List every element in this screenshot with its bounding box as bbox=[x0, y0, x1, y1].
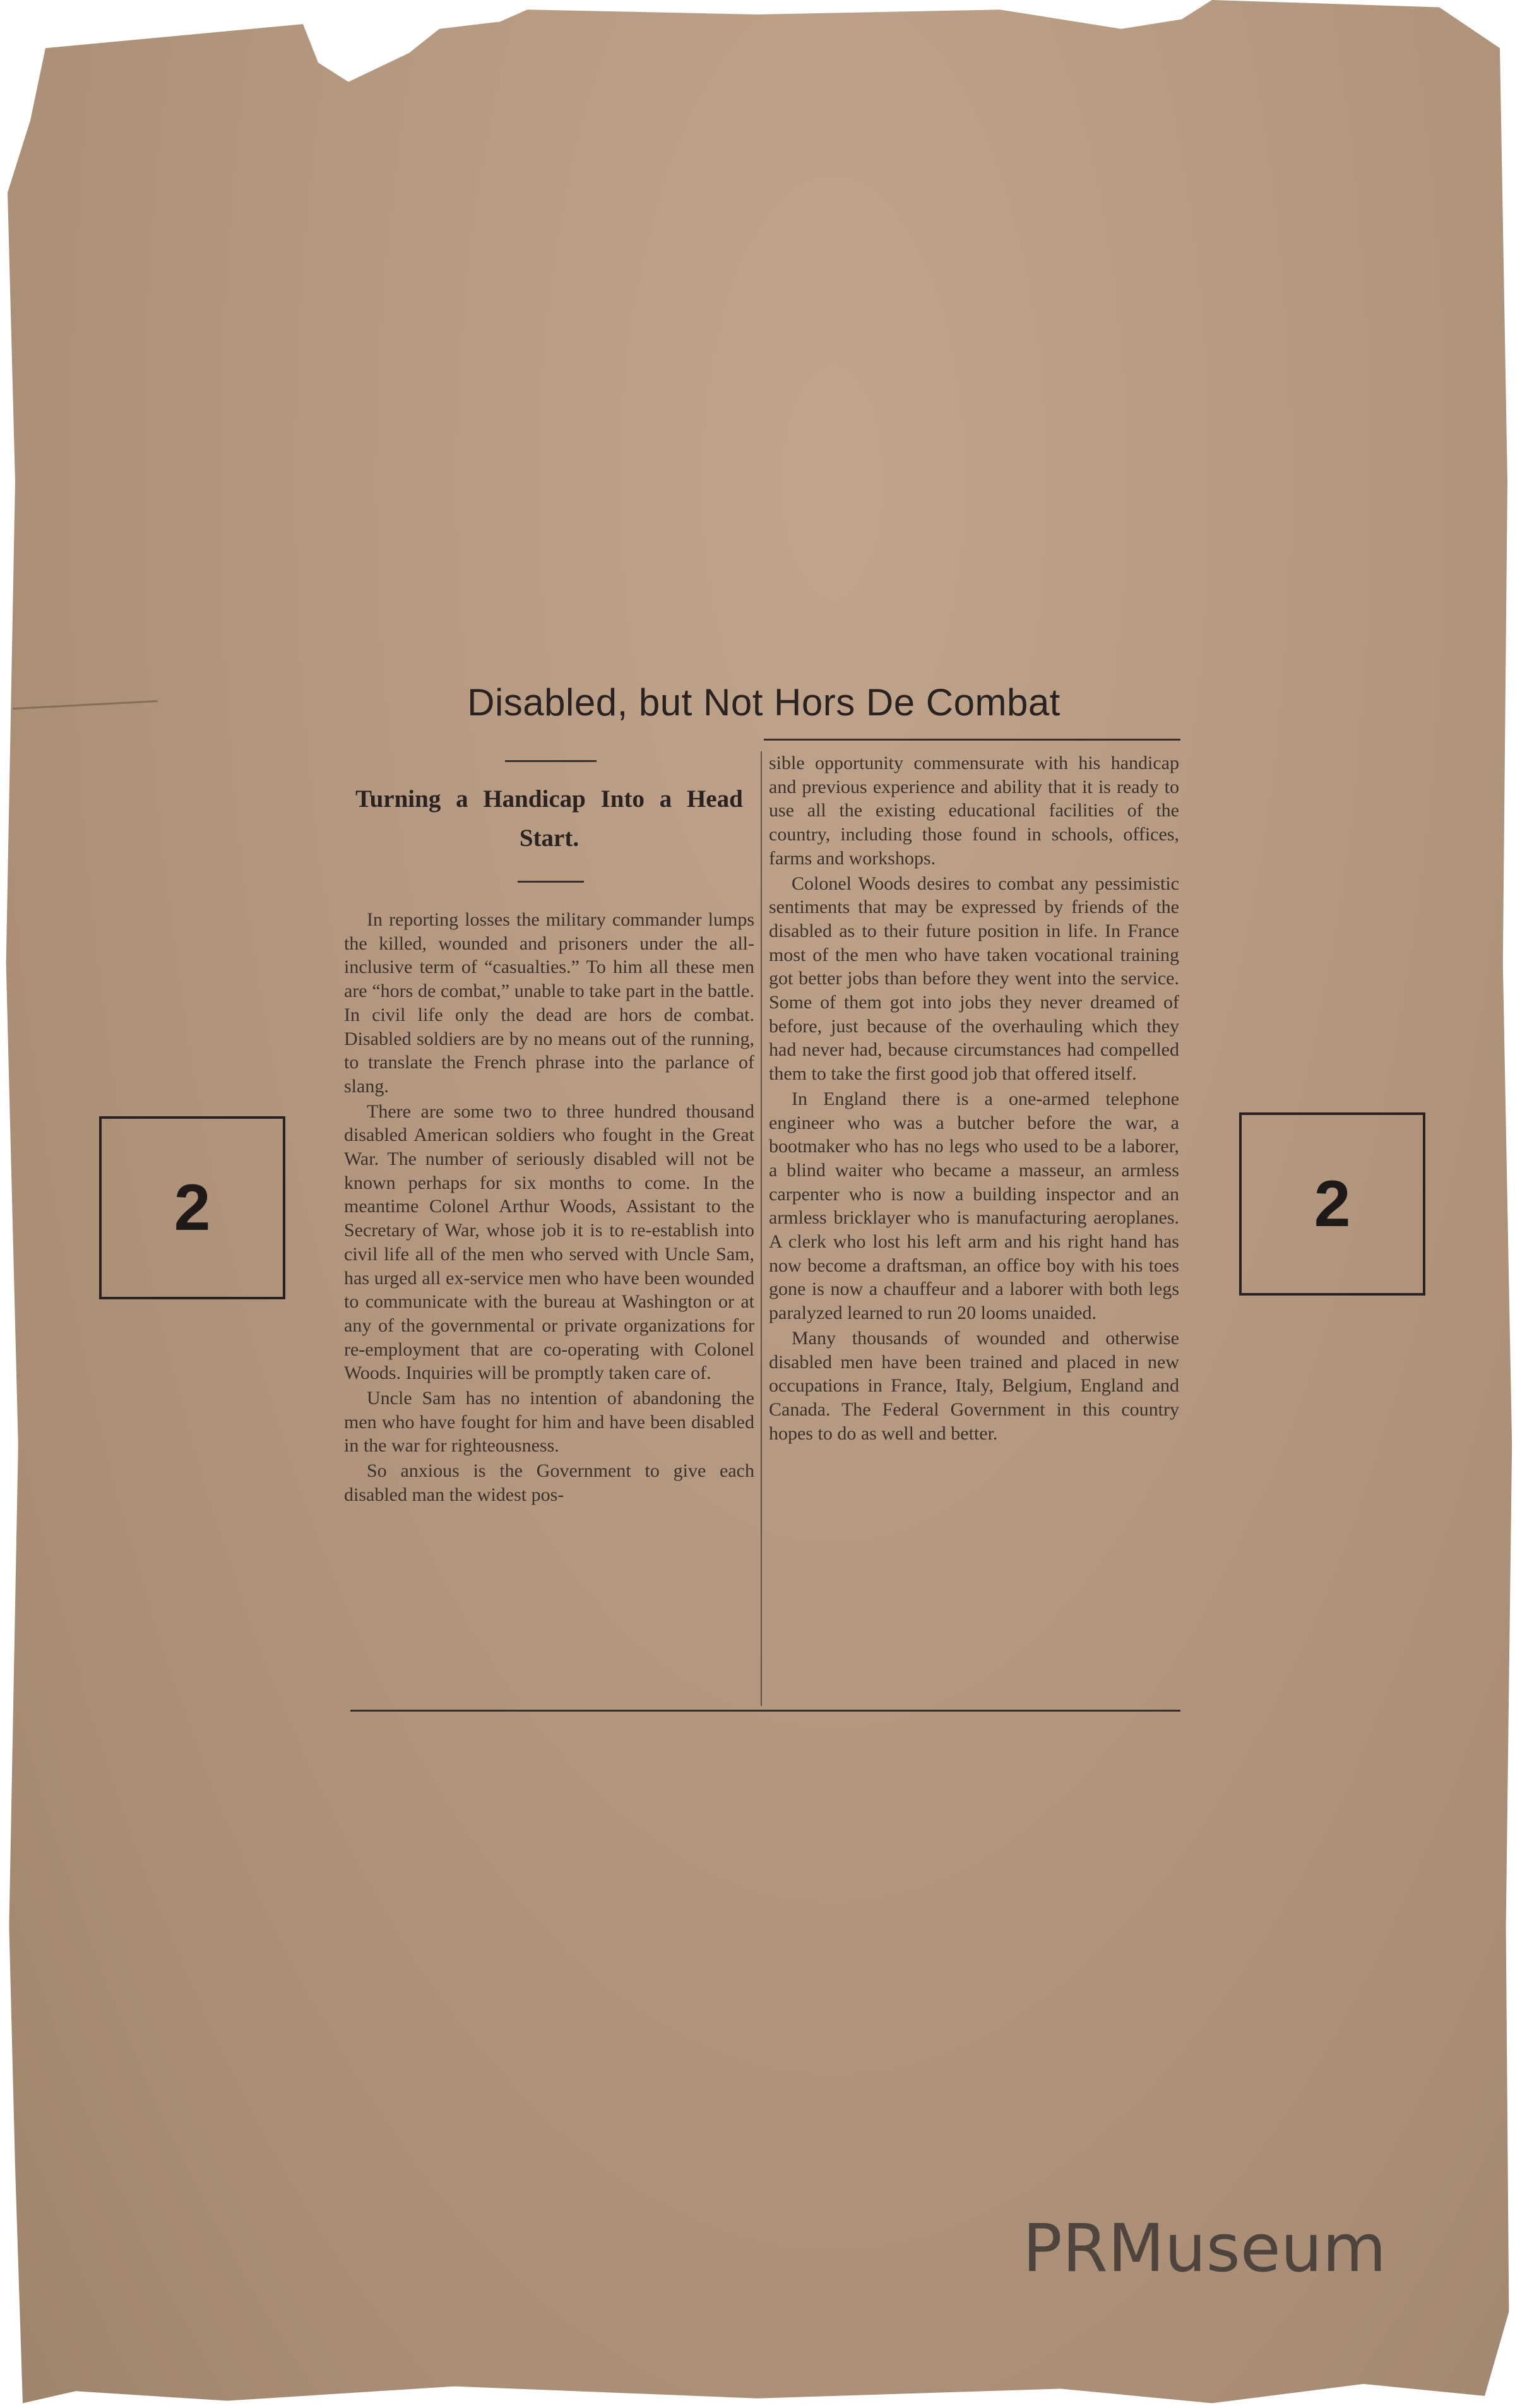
left-paragraph: So anxious is the Government to give each disabled man the widest pos- bbox=[344, 1460, 754, 1505]
page-number-right: 2 bbox=[1314, 1167, 1351, 1241]
headline: Disabled, but Not Hors De Combat bbox=[467, 681, 1060, 724]
page-number-box-right bbox=[1239, 1112, 1425, 1296]
bottom-rule bbox=[350, 1710, 1180, 1712]
right-column bbox=[769, 751, 1179, 1446]
column-divider bbox=[761, 751, 762, 1706]
subhead-rule-bottom bbox=[518, 881, 584, 883]
left-paragraph: Uncle Sam has no intention of abandoning the men who have fought for him and have been disabled in the war for righteousness. bbox=[344, 1388, 754, 1457]
right-paragraph: Many thousands of wounded and otherwise disabled men have been trained and placed in new occupations in France, Italy, Belgium, England and Canada. The Federal Government in this country hopes to do as well and better. bbox=[769, 1327, 1179, 1444]
subhead: Turning a Handicap Into a Head Start. bbox=[355, 785, 743, 852]
page-number-box-left bbox=[99, 1116, 285, 1299]
right-paragraph: In England there is a one-armed telephone engineer who was a butcher before the war, a bootmaker who has no legs who used to be a laborer, a blind waiter who became a masseur, an armless carpenter who is now a building inspector and an armless bricklayer who is manufacturing aeroplanes. A clerk who lost his left arm and his right hand has now become a draftsman, an office boy with his toes gone is now a chauffeur and a laborer with both legs paralyzed learned to run 20 looms unaided. bbox=[769, 1088, 1179, 1324]
subhead-rule-top bbox=[505, 760, 597, 762]
right-paragraph: Colonel Woods desires to combat any pessimistic sentiments that may be expressed by friends of the disabled as to their future position in life. In France most of the men who have taken vocational training got better jobs than before they went into the service. Some of them got into jobs they never dreamed of before, just because of the overhauling which they had never had, because circumstances had compelled them to take the first good job that offered itself. bbox=[769, 873, 1179, 1085]
right-paragraph: sible opportunity commensurate with his handicap and previous experience and ability that it is ready to use all the existing educational facilities of the country, including those found in schools, offices, farms and workshops. bbox=[769, 753, 1179, 869]
left-column bbox=[344, 908, 754, 1508]
left-paragraph: There are some two to three hundred thousand disabled American soldiers who fought in the Great War. The number of seriously disabled will not be known perhaps for six months to come. In the meantime Colonel Arthur Woods, Assistant to the Secretary of War, whose job it is to re-establish into civil life all of the men who served with Uncle Sam, has urged all ex-service men who have been wounded to communicate with the bureau at Washington or at any of the governmental or private organizations for re-employment that are co-operating with Colonel Woods. Inquiries will be promptly taken care of. bbox=[344, 1100, 754, 1384]
left-paragraph: In reporting losses the military commander lumps the killed, wounded and prisoners under the all-inclusive term of “casualties.” To him all these men are “hors de combat,” unable to take part in the battle. In civil life only the dead are hors de combat. Disabled soldiers are by no means out of the running, to translate the French phrase into the parlance of slang. bbox=[344, 909, 754, 1097]
page-number-left: 2 bbox=[174, 1171, 211, 1244]
top-rule bbox=[764, 739, 1180, 741]
watermark: PRMuseum bbox=[1023, 2210, 1387, 2287]
